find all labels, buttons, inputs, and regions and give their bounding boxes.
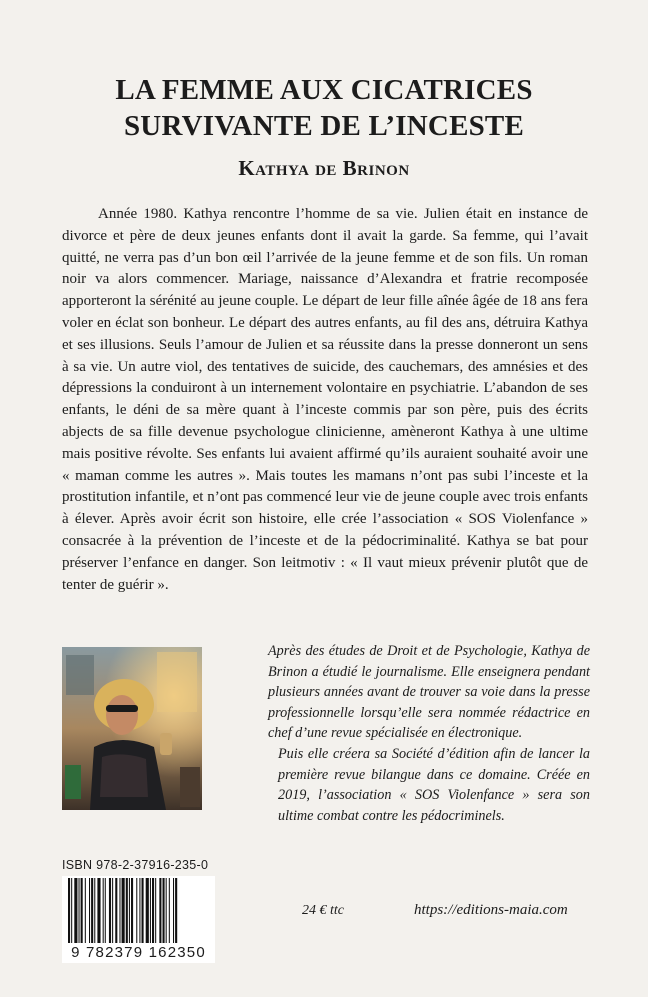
author-photo-image [62,647,202,810]
publisher-website: https://editions-maia.com [414,902,568,918]
book-summary: Année 1980. Kathya rencontre l’homme de sa vie. Julien était en instance de divorce et père de deux jeunes enfants dont il avait la garde. Sa femme, qui l’avait quitté, ne verra pas d’un bon œil l’arrivée de la jeune femme et de son fils. Un roman noir va alors commencer. Mariage, naissance d’Alexandra et fratrie recomposée apporteront la sérénité au jeune couple. Le départ de leur fille aînée âgée de 18 ans fera voler en éclat son bonheur. Le départ des autres enfants, au fil des ans, détruira Kathya et ses illusions. Seuls l’amour de Julien et sa réussite dans la presse donneront un sens à sa vie. Un autre viol, des tentatives de suicide, des cauchemars, des amnésies et des dépressions la conduiront à un internement volontaire en psychiatrie. L’abandon de ses enfants, le déni de sa mère quant à l’inceste commis par son père, puis des écrits abjects de sa fille devenue psychologue clinicienne, amèneront Kathya à une ultime mais positive révolte. Ses enfants lui avaient affirmé qu’ils auraient souhaité avoir une « maman comme les autres ». Mais toutes les mamans n’ont pas subi l’inceste et la prostitution infantile, et n’ont pas commencé leur vie de jeune couple avec trois enfants à élever. Après avoir écrit son histoire, elle crée l’association « SOS Violenfance » consacrée à la prévention de l’inceste et de la pédocriminalité. Kathya se bat pour préserver l’enfance en danger. Son leitmotiv : « Il vaut mieux prévenir plutôt que de tenter de guérir ». [62,206,588,593]
bio-paragraph: Après des études de Droit et de Psychologie, Kathya de Brinon a étudié le journalisme. Elle enseignera pendant plusieurs années avant de trouver sa voie dans la presse professionnelle lorsqu’elle sera nommée rédactrice en chef d’une revue spécialisée en électronique. [268,643,590,742]
price: 24 € ttc [302,903,344,918]
author-photo [62,647,202,810]
author-biography [268,641,590,826]
book-title [0,72,648,144]
bio-paragraph: Puis elle créera sa Société d’édition afin de lancer la première revue bilangue dans ce domaine. Créée en 2019, l’association « SOS Violenfance » sera son ultime combat contre les pédocriminels. [278,745,590,824]
book-title-line-1: LA FEMME AUX CICATRICES [115,74,533,106]
book-title-line-2: SURVIVANTE DE L’INCESTE [123,110,525,142]
isbn-label: ISBN 978-2-37916-235-0 [62,858,209,872]
barcode-digits: 9 782379 162350 [62,943,215,963]
author-name: Kathya de Brinon [238,156,410,180]
